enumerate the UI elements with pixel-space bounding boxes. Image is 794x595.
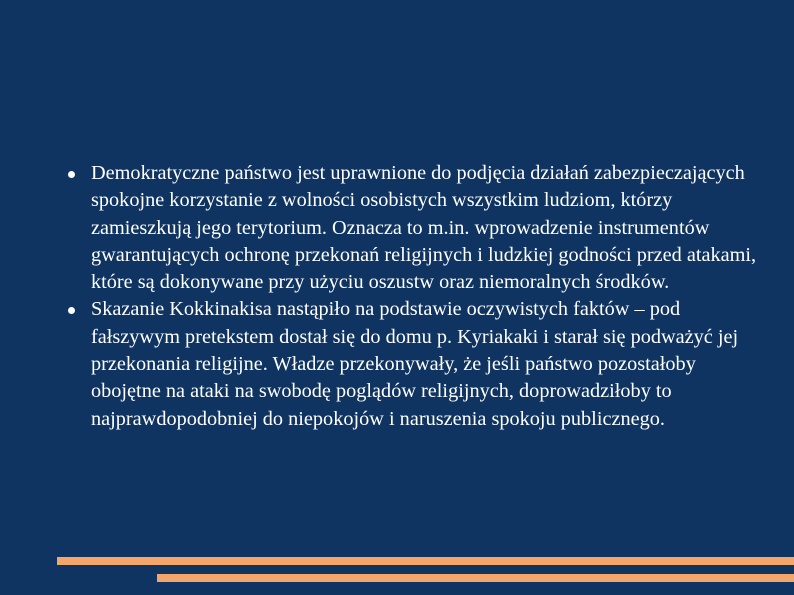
bullet-dot-icon xyxy=(68,171,75,178)
accent-bar-top xyxy=(57,557,794,565)
bullet-item-2 xyxy=(64,296,764,432)
bullet-text: Skazanie Kokkinakisa nastąpiło na podstawie oczywistych faktów – pod fałszywym pretekstem dostał się do domu p. Kyriakaki i starał się podważyć jej przekonania religijne. Władze przekonywały, że jeśli państwo pozostałoby obojętne na ataki na swobodę poglądów religijnych, doprowadziłoby to najprawdopodobniej do niepokojów i naruszenia spokoju publicznego. xyxy=(91,298,739,430)
accent-bar-bottom xyxy=(157,574,794,582)
bullet-list xyxy=(64,160,764,433)
bullet-item-1 xyxy=(64,160,764,296)
bullet-text: Demokratyczne państwo jest uprawnione do podjęcia działań zabezpieczających spokojne korzystanie z wolności osobistych wszystkim ludziom, którzy zamieszkują jego terytorium. Oznacza to m.in. wprowadzenie instrumentów gwarantujących ochronę przekonań religijnych i ludzkiej godności przed atakami, które są dokonywane przy użyciu oszustw oraz niemoralnych środków. xyxy=(91,162,757,294)
bullet-dot-icon xyxy=(68,307,75,314)
